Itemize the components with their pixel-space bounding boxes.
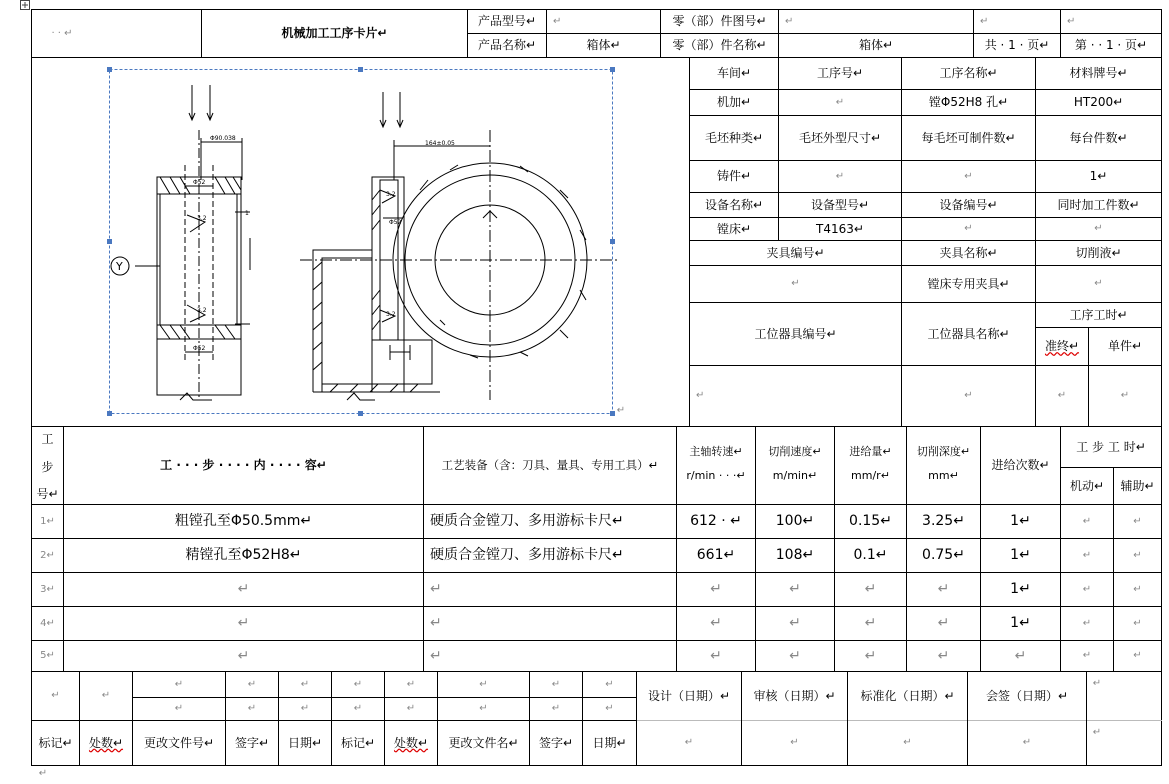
countersign-date-value[interactable]: ↵ — [1022, 737, 1032, 748]
step-no-header — [32, 430, 63, 502]
op-no-value[interactable]: ↵ — [835, 96, 845, 108]
blank-type-label: 毛坯种类↵ — [704, 130, 764, 145]
change-record-cell[interactable]: ↵ — [605, 678, 614, 690]
depth-header-unit: mm↵ — [928, 469, 959, 482]
step-no: 4↵ — [40, 617, 55, 629]
change-record-cell[interactable]: ↵ — [101, 690, 111, 701]
step-aux-time[interactable]: ↵ — [1133, 515, 1142, 527]
fixture-no-value[interactable]: ↵ — [791, 278, 800, 289]
op-no-label: 工序号↵ — [816, 66, 864, 81]
dim-label: Φ52 — [193, 179, 206, 186]
per-blank-label: 每毛坯可制件数↵ — [921, 130, 1016, 145]
change-record-cell[interactable]: ↵ — [605, 703, 614, 714]
step-no: 1↵ — [40, 515, 55, 527]
machine-time-header: 机动↵ — [1069, 478, 1105, 493]
step-cutting-speed[interactable]: ↵ — [789, 615, 801, 632]
coolant-label: 切削液↵ — [1075, 245, 1122, 260]
unit-value[interactable]: ↵ — [1120, 390, 1130, 401]
equip-name-value[interactable]: 镗床↵ — [716, 221, 752, 236]
product-model-value[interactable]: ↵ — [553, 15, 562, 27]
station-no-label: 工位器具编号↵ — [754, 326, 837, 341]
step-passes[interactable]: 1↵ — [1010, 513, 1031, 530]
step-no-header-char: 号↵ — [36, 487, 59, 501]
countersign-date-label: 会签（日期）↵ — [985, 688, 1069, 703]
depth-header-label: 切削深度↵ — [916, 445, 971, 458]
change-record-label: 标记↵ — [340, 735, 376, 750]
step-content[interactable]: ↵ — [237, 581, 250, 598]
datum-label: Y — [116, 260, 123, 273]
spindle-header-unit: r/min · · ·↵ — [686, 469, 746, 482]
step-depth[interactable]: 0.75↵ — [922, 547, 965, 564]
equip-no-label: 设备编号↵ — [939, 197, 998, 212]
per-blank-value[interactable]: ↵ — [964, 170, 973, 182]
equip-no-value[interactable]: ↵ — [964, 223, 973, 234]
change-record-label: 日期↵ — [592, 735, 627, 750]
step-passes[interactable]: 1↵ — [1010, 615, 1031, 632]
step-no-header-char: 步 — [41, 459, 54, 474]
change-record-cell[interactable]: ↵ — [551, 703, 561, 714]
fixture-name-label: 夹具名称↵ — [939, 245, 998, 260]
standard-date-value[interactable]: ↵ — [903, 737, 912, 748]
prep-value[interactable]: ↵ — [1057, 390, 1067, 401]
page-end-mark: ↵ — [38, 768, 48, 779]
change-record-cell[interactable]: ↵ — [174, 678, 184, 690]
step-content[interactable]: 精镗孔至Φ52H8↵ — [185, 547, 302, 564]
dim-label: Φ52 — [193, 345, 206, 352]
change-record-label: 签字↵ — [234, 735, 270, 750]
op-time-label: 工序工时↵ — [1069, 307, 1128, 322]
change-record-cell[interactable]: ↵ — [479, 703, 488, 714]
prep-label: 准终↵ — [1044, 339, 1080, 354]
product-model-label: 产品型号↵ — [477, 14, 537, 29]
step-spindle-speed[interactable]: ↵ — [710, 581, 722, 598]
depth-header — [907, 440, 980, 488]
change-record-cell[interactable]: ↵ — [406, 678, 416, 690]
step-cutting-speed[interactable]: 108↵ — [775, 547, 815, 564]
footer-extra-bottom[interactable]: ↵ — [1092, 727, 1102, 738]
step-spindle-speed[interactable]: ↵ — [710, 615, 722, 632]
change-record-label: 日期↵ — [287, 735, 323, 750]
design-date-value[interactable]: ↵ — [684, 737, 694, 748]
step-cutting-speed[interactable]: 100↵ — [775, 513, 815, 530]
feed-header-label: 进给量↵ — [849, 445, 892, 458]
step-machine-time[interactable]: ↵ — [1082, 617, 1092, 629]
step-time-header: 工 步 工 时↵ — [1076, 439, 1146, 454]
step-content[interactable]: 粗镗孔至Φ50.5mm↵ — [174, 513, 313, 530]
change-record-label: 更改文件号↵ — [143, 735, 215, 750]
change-record-cell[interactable]: ↵ — [51, 690, 60, 701]
content-header: 工 · · · 步 · · · · 内 · · · · 容↵ — [160, 458, 327, 473]
blank-size-label: 毛坯外型尺寸↵ — [798, 130, 882, 145]
feed-header — [835, 440, 906, 488]
total-pages: 共 · 1 · 页↵ — [984, 38, 1050, 53]
step-cutting-speed[interactable]: ↵ — [789, 581, 801, 598]
step-equipment[interactable]: ↵ — [430, 615, 442, 632]
step-aux-time[interactable]: ↵ — [1133, 617, 1142, 629]
step-machine-time[interactable]: ↵ — [1082, 583, 1092, 595]
material-value[interactable]: HT200↵ — [1073, 95, 1124, 110]
review-date-label: 审核（日期）↵ — [753, 688, 836, 703]
step-equipment[interactable]: 硬质合金镗刀、多用游标卡尺↵ — [430, 513, 624, 530]
step-depth[interactable]: ↵ — [937, 581, 950, 598]
change-record-label: 处数↵ — [88, 735, 124, 750]
equip-model-value[interactable]: T4163↵ — [816, 221, 864, 236]
step-aux-time[interactable]: ↵ — [1133, 583, 1142, 595]
step-feed[interactable]: ↵ — [864, 647, 877, 664]
product-name-label: 产品名称↵ — [477, 38, 537, 53]
op-name-value[interactable]: 镗Φ52H8 孔↵ — [928, 95, 1009, 110]
change-record-cell[interactable]: ↵ — [247, 703, 257, 714]
step-machine-time[interactable]: ↵ — [1082, 650, 1092, 661]
standard-date-label: 标准化（日期）↵ — [860, 688, 955, 703]
step-equipment[interactable]: ↵ — [430, 647, 442, 664]
change-record-cell[interactable]: ↵ — [247, 678, 257, 690]
step-depth[interactable]: ↵ — [937, 647, 950, 664]
op-name-label: 工序名称↵ — [939, 66, 998, 81]
workshop-value[interactable]: 机加↵ — [716, 95, 752, 110]
step-machine-time[interactable]: ↵ — [1082, 515, 1092, 527]
step-aux-time[interactable]: ↵ — [1133, 549, 1142, 561]
change-record-cell[interactable]: ↵ — [551, 678, 561, 690]
step-depth[interactable]: 3.25↵ — [922, 513, 965, 530]
equip-model-label: 设备型号↵ — [810, 197, 870, 212]
change-record-cell[interactable]: ↵ — [353, 678, 363, 690]
drawing-para-mark: ↵ — [616, 405, 626, 416]
header-blank-1[interactable]: ↵ — [980, 15, 989, 27]
change-record-cell[interactable]: ↵ — [300, 703, 310, 714]
step-no: 3↵ — [40, 583, 55, 595]
aux-time-header: 辅助↵ — [1120, 478, 1155, 493]
header-blank-2[interactable]: ↵ — [1067, 15, 1076, 27]
card-title: 机械加工工序卡片↵ — [281, 26, 388, 41]
dim-label: Φ52 — [389, 219, 402, 226]
blank-type-value[interactable]: 铸件↵ — [716, 169, 752, 184]
change-record-label: 签字↵ — [538, 735, 574, 750]
step-feed[interactable]: 0.1↵ — [853, 547, 888, 564]
per-unit-label: 每台件数↵ — [1069, 130, 1128, 145]
station-no-value[interactable]: ↵ — [696, 390, 705, 401]
step-content[interactable]: ↵ — [237, 615, 250, 632]
speed-header-label: 切削速度↵ — [768, 445, 822, 458]
simul-label: 同时加工件数↵ — [1057, 197, 1140, 212]
station-name-value[interactable]: ↵ — [964, 390, 973, 401]
step-content[interactable]: ↵ — [237, 647, 250, 664]
equip-name-label: 设备名称↵ — [704, 197, 764, 212]
step-machine-time[interactable]: ↵ — [1082, 549, 1092, 561]
review-date-value[interactable]: ↵ — [790, 737, 799, 748]
change-record-label: 处数↵ — [393, 735, 429, 750]
roughness-label: 3.2 — [386, 311, 396, 318]
part-drawing — [32, 58, 689, 426]
change-record-cell[interactable]: ↵ — [479, 678, 488, 690]
speed-header — [756, 440, 834, 488]
step-spindle-speed[interactable]: ↵ — [710, 647, 722, 664]
per-unit-value[interactable]: 1↵ — [1089, 169, 1108, 184]
step-no-header-char: 工 — [41, 432, 54, 446]
fixture-name-value[interactable]: 镗床专用夹具↵ — [927, 276, 1010, 291]
blank-size-value[interactable]: ↵ — [835, 170, 845, 182]
step-passes[interactable]: 1↵ — [1010, 581, 1031, 598]
material-label: 材料牌号↵ — [1069, 66, 1128, 81]
part-name-label: 零（部）件名称↵ — [672, 38, 767, 53]
spindle-header — [677, 440, 755, 488]
part-name-value[interactable]: 箱体↵ — [858, 38, 894, 53]
step-cutting-speed[interactable]: ↵ — [789, 647, 801, 664]
workshop-label: 车间↵ — [716, 66, 752, 81]
feed-header-unit: mm/r↵ — [851, 469, 890, 482]
step-passes[interactable]: 1↵ — [1010, 547, 1031, 564]
unit-label: 单件↵ — [1107, 339, 1143, 354]
simul-value[interactable]: ↵ — [1094, 223, 1103, 234]
design-date-label: 设计（日期）↵ — [647, 688, 731, 703]
change-record-cell[interactable]: ↵ — [406, 703, 416, 714]
step-equipment[interactable]: ↵ — [430, 581, 442, 598]
step-equipment[interactable]: 硬质合金镗刀、多用游标卡尺↵ — [430, 547, 624, 564]
roughness-label: 3.2 — [197, 307, 207, 314]
step-feed[interactable]: ↵ — [864, 581, 877, 598]
dim-label: 164±0.05 — [425, 140, 455, 147]
part-no-label: 零（部）件图号↵ — [672, 14, 767, 29]
step-depth[interactable]: ↵ — [937, 615, 950, 632]
roughness-label: 3.2 — [197, 215, 207, 222]
part-no-value[interactable]: ↵ — [785, 15, 794, 27]
passes-header: 进给次数↵ — [991, 458, 1050, 473]
step-no: 2↵ — [40, 549, 55, 561]
step-feed[interactable]: ↵ — [864, 615, 877, 632]
change-record-label: 标记↵ — [38, 735, 73, 750]
step-spindle-speed[interactable]: 612 · ↵ — [690, 513, 742, 530]
header-corner: · · ↵ — [51, 27, 73, 39]
step-spindle-speed[interactable]: 661↵ — [696, 547, 736, 564]
footer-extra-top[interactable]: ↵ — [1092, 678, 1102, 689]
step-aux-time[interactable]: ↵ — [1133, 650, 1142, 661]
step-no: 5↵ — [40, 650, 55, 661]
symbol-label: 1 — [245, 210, 249, 217]
change-record-label: 更改文件名↵ — [448, 735, 519, 750]
dim-label: Φ90.038 — [210, 135, 236, 142]
roughness-label: 3.2 — [386, 191, 396, 198]
fixture-no-label: 夹具编号↵ — [766, 245, 825, 260]
change-record-cell[interactable]: ↵ — [300, 678, 310, 690]
station-name-label: 工位器具名称↵ — [927, 326, 1010, 341]
spindle-header-label: 主轴转速↵ — [689, 445, 743, 458]
change-record-cell[interactable]: ↵ — [353, 703, 363, 714]
equipment-header: 工艺装备（含：刀具、量具、专用工具）↵ — [441, 457, 659, 472]
page-number: 第 · · 1 · 页↵ — [1074, 38, 1148, 53]
change-record-cell[interactable]: ↵ — [174, 703, 184, 714]
step-passes[interactable]: ↵ — [1014, 647, 1027, 664]
speed-header-unit: m/min↵ — [772, 469, 818, 482]
step-feed[interactable]: 0.15↵ — [849, 513, 892, 530]
coolant-value[interactable]: ↵ — [1094, 278, 1103, 289]
product-name-value[interactable]: 箱体↵ — [586, 38, 621, 53]
